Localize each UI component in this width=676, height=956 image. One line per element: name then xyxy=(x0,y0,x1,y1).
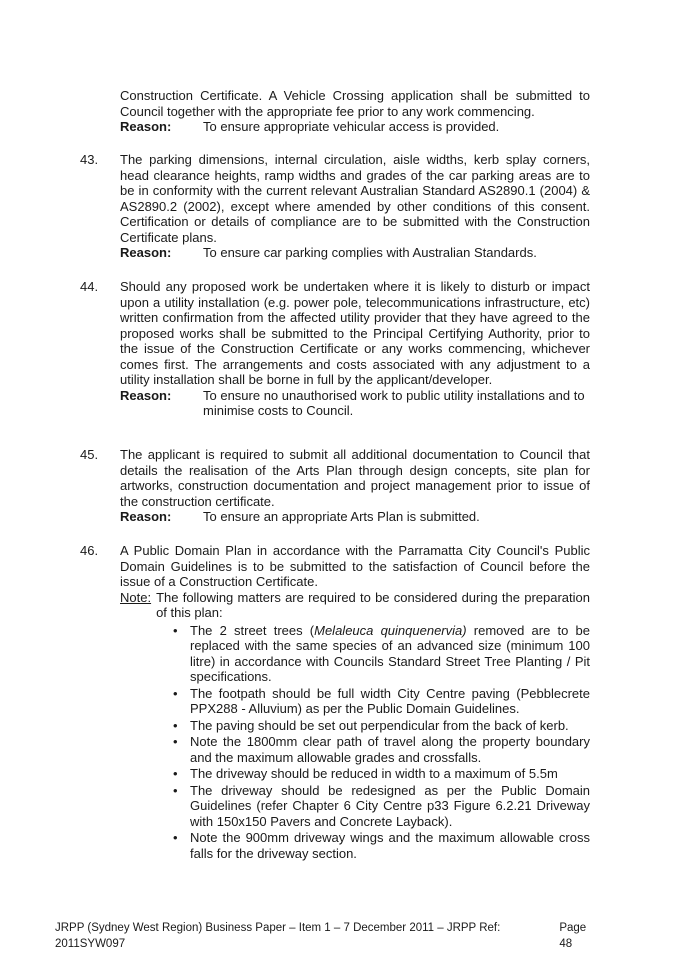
reason-label: Reason: xyxy=(120,245,172,260)
reason-text: To ensure appropriate vehicular access is provided. xyxy=(203,119,500,134)
condition-reason xyxy=(120,245,590,261)
condition-number-45: 45. xyxy=(80,447,99,462)
note-text: The following matters are required to be considered during the preparation of this plan: xyxy=(156,589,590,620)
note-label: Note: xyxy=(120,589,152,605)
intro-reason xyxy=(120,119,590,135)
bullet-icon: • xyxy=(173,685,178,701)
list-item: • The 2 street trees (Melaleuca quinquenervia) removed are to be replaced with the same species of an advanced size (minimum 100 litre) in accordance with Councils Standard Street Tree Planting / Pit specifications. xyxy=(173,622,590,684)
list-item: • The driveway should be reduced in width to a maximum of 5.5m xyxy=(173,766,558,781)
reason-label: Reason: xyxy=(120,119,172,134)
list-item: • Note the 1800mm clear path of travel along the property boundary and the maximum allowable grades and crossfalls. xyxy=(173,734,590,765)
bullet-icon: • xyxy=(173,830,178,845)
condition-text: The parking dimensions, internal circulation, aisle widths, kerb splay corners, head clearance heights, ramp widths and grades of the car parking areas are to be in conformity with the current relevant Australian Standard AS2890.1 (2004) & AS2890.2 (2002), except where amended by other conditions of this consent. Certification or details of compliance are to be submitted with the Construction Certificate plans. xyxy=(120,152,590,245)
intro-text: Construction Certificate. A Vehicle Crossing application shall be submitted to Council together with the appropriate fee prior to any work commencing. xyxy=(120,88,590,119)
list-item: • The driveway should be redesigned as per the Public Domain Guidelines (refer Chapter 6 City Centre p33 Figure 6.2.21 Driveway with 150x150 Pavers and Concrete Layback). xyxy=(173,782,590,829)
reason-text: To ensure no unauthorised work to public utility installations and to minimise costs to Council. xyxy=(203,387,585,418)
reason-label: Reason: xyxy=(120,387,172,403)
bullet-icon: • xyxy=(173,622,178,638)
condition-number-44: 44. xyxy=(80,279,99,294)
condition-reason xyxy=(120,509,590,525)
condition-43 xyxy=(120,152,590,261)
condition-text: A Public Domain Plan in accordance with the Parramatta City Council's Public Domain Guidelines is to be submitted to the satisfaction of Council before the issue of a Construction Certificate. xyxy=(120,543,590,589)
reason-text: To ensure car parking complies with Australian Standards. xyxy=(203,245,537,260)
condition-45 xyxy=(120,447,590,525)
page-number: Page 48 xyxy=(559,922,587,950)
bullet-icon: • xyxy=(173,717,178,733)
requirements-list xyxy=(120,623,590,862)
condition-number-43: 43. xyxy=(80,152,99,167)
condition-44 xyxy=(120,279,590,419)
footer-reference: JRPP (Sydney West Region) Business Paper – Item 1 – 7 December 2011 – JRPP Ref: 2011SYW097 xyxy=(55,922,501,950)
bullet-icon: • xyxy=(173,734,178,749)
list-item: • The footpath should be full width City Centre paving (Pebblecrete PPX288 - Alluvium) as per the Public Domain Guidelines. xyxy=(173,685,590,716)
bullet-icon: • xyxy=(173,782,178,798)
condition-reason xyxy=(120,388,590,419)
condition-note xyxy=(120,590,590,621)
list-item: • Note the 900mm driveway wings and the maximum allowable cross falls for the driveway section. xyxy=(173,830,590,861)
bullet-icon: • xyxy=(173,766,178,781)
intro-paragraph xyxy=(120,88,590,135)
reason-text: To ensure an appropriate Arts Plan is submitted. xyxy=(203,509,480,524)
condition-text: Should any proposed work be undertaken where it is likely to disturb or impact upon a utility installation (e.g. power pole, telecommunications infrastructure, etc) written confirmation from the affected utility provider that they have agreed to the proposed works shall be submitted to the Principal Certifying Authority, prior to the issue of the Construction Certificate or any works commencing, whichever comes first. The arrangements and costs associated with any adjustment to a utility installation shall be borne in full by the applicant/developer. xyxy=(120,279,590,387)
condition-46 xyxy=(120,543,590,862)
page-footer xyxy=(55,921,601,952)
list-item: • The paving should be set out perpendicular from the back of kerb. xyxy=(173,717,569,733)
condition-number-46: 46. xyxy=(80,543,99,558)
reason-label: Reason: xyxy=(120,509,172,524)
condition-text: The applicant is required to submit all additional documentation to Council that details the realisation of the Arts Plan through design concepts, site plan for artworks, construction documentation and project management prior to issue of the construction certificate. xyxy=(120,447,590,509)
